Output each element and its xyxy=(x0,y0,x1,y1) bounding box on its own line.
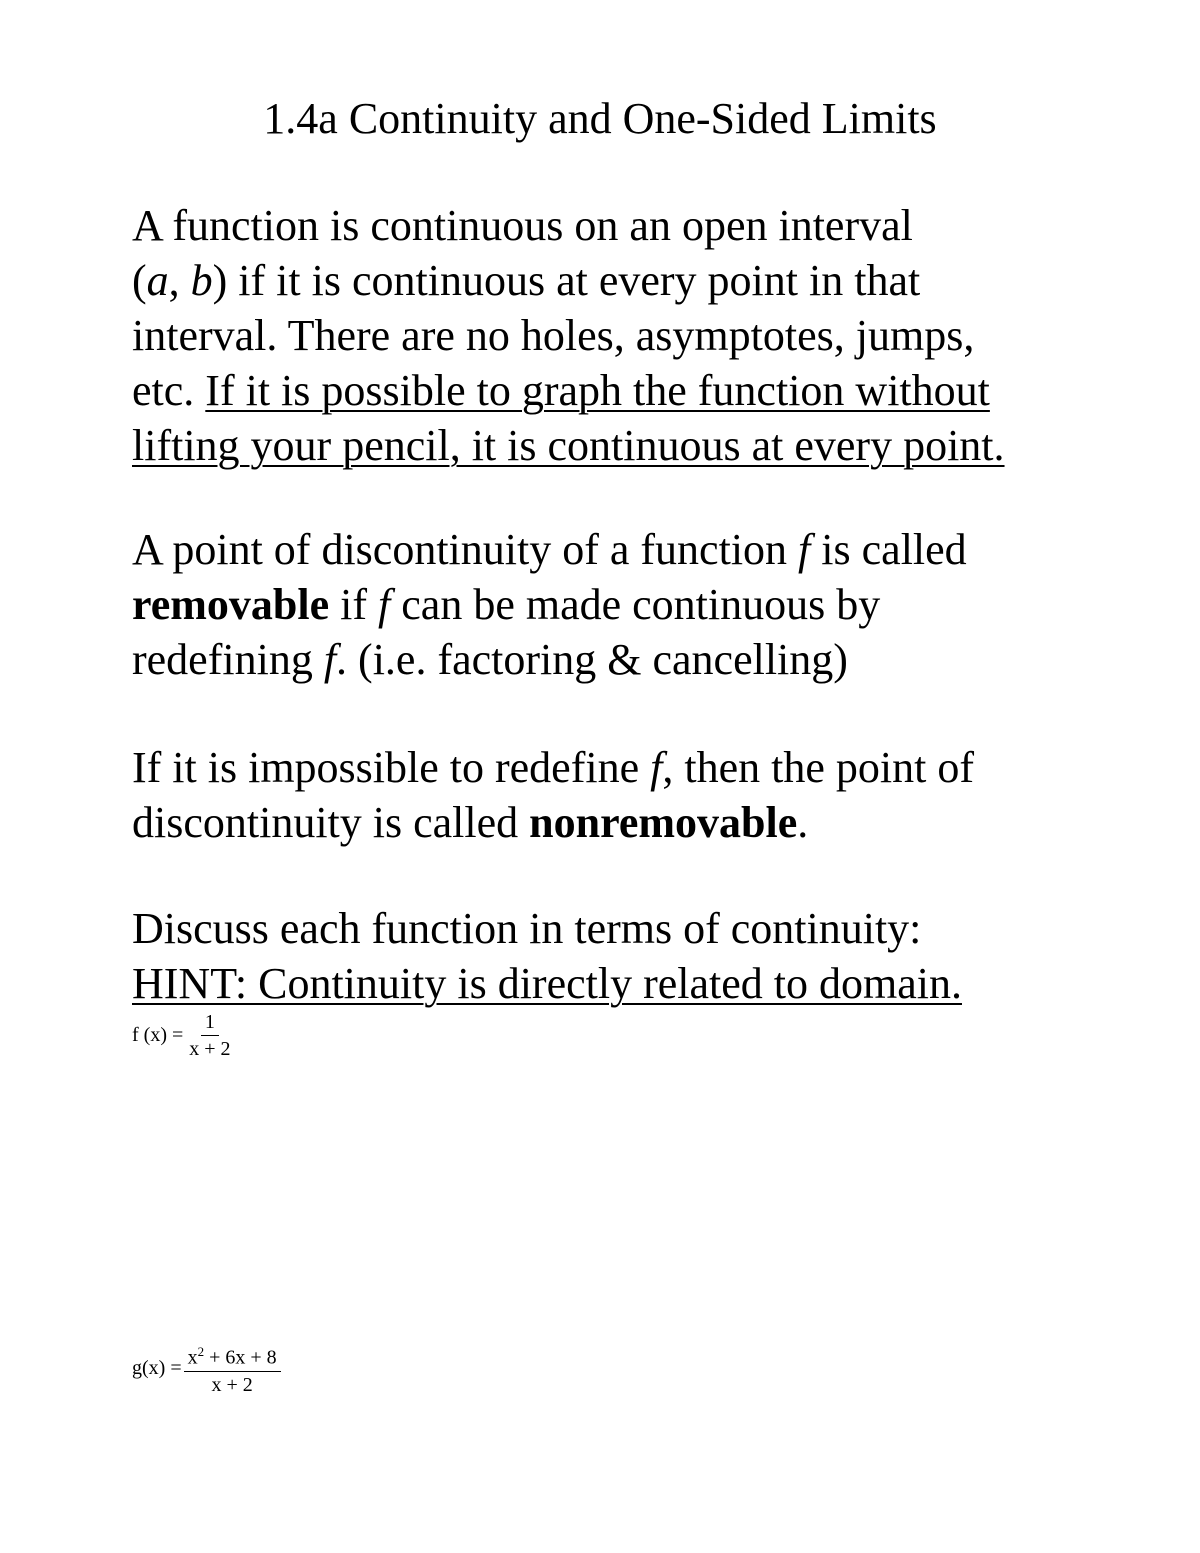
text-line: discontinuity is called nonremovable. xyxy=(132,798,809,847)
term-nonremovable: nonremovable xyxy=(529,798,798,847)
numerator: $x^2 + 6x + 8$ xyxy=(184,1342,281,1372)
formula-lhs: f (x) = xyxy=(132,1024,184,1046)
removable-definition-paragraph xyxy=(132,522,1092,687)
text-line: If it is impossible to redefine f, then the point of xyxy=(132,743,974,792)
interval-b: b xyxy=(190,256,213,305)
text-line xyxy=(132,418,1092,473)
formula-lhs: g(x) = xyxy=(132,1356,182,1379)
text-line: A point of discontinuity of a function f is called xyxy=(132,525,967,574)
formula-f xyxy=(132,1012,235,1059)
hint-line xyxy=(132,956,1092,1011)
denominator: x + 2 xyxy=(189,1038,231,1060)
numerator: 1 xyxy=(201,1012,219,1036)
discussion-prompt xyxy=(132,901,1092,1011)
term-removable: removable xyxy=(132,580,330,629)
page-title: 1.4a Continuity and One-Sided Limits xyxy=(263,94,937,143)
continuity-definition-paragraph xyxy=(132,198,1092,473)
text-line: A function is continuous on an open interval xyxy=(132,201,913,250)
text-line: redefining f. (i.e. factoring & cancelling) xyxy=(132,635,848,684)
text-line: Discuss each function in terms of continuity: xyxy=(132,904,922,953)
formula-g xyxy=(132,1342,281,1395)
denominator: x + 2 xyxy=(211,1373,253,1396)
text-line: interval. There are no holes, asymptotes, jumps, xyxy=(132,311,975,360)
hint-text: HINT: Continuity is directly related to domain. xyxy=(132,959,962,1008)
text-line: (a, b) if it is continuous at every point in that xyxy=(132,256,921,305)
fraction xyxy=(185,1012,234,1059)
fraction xyxy=(184,1342,281,1395)
nonremovable-definition-paragraph xyxy=(132,740,1092,850)
underlined-rule: lifting your pencil, it is continuous at every point. xyxy=(132,421,1005,470)
text-line: etc. If it is possible to graph the function without xyxy=(132,366,990,415)
interval-a: a xyxy=(146,256,169,305)
underlined-rule: If it is possible to graph the function without xyxy=(205,366,990,415)
text-line: removable if f can be made continuous by xyxy=(132,580,881,629)
